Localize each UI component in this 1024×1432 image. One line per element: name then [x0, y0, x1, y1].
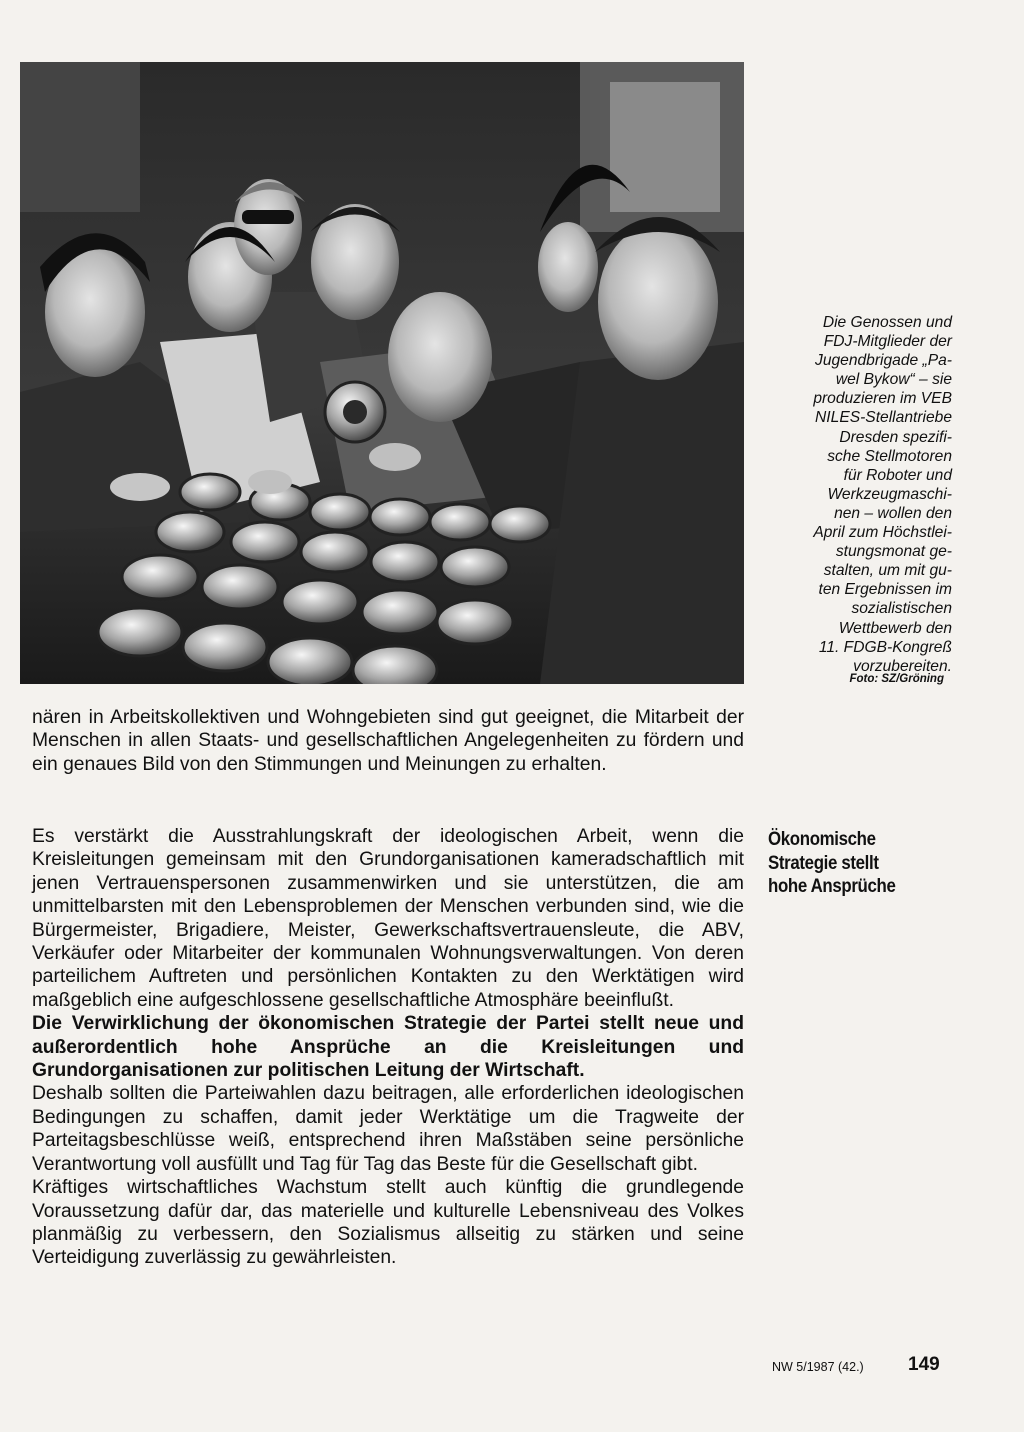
paragraph-text: nären in Arbeitskollektiven und Wohngebieten sind gut geeignet, die Mitarbeit der Menschen in allen Staats- und gesellschaftlichen Angelegenheiten zu fördern und ein genaues Bild von den Stimmungen und Meinungen zu erhalten. — [32, 707, 744, 775]
side-heading — [768, 828, 940, 899]
article-paragraph-1 — [32, 706, 744, 776]
brigade-photo — [20, 62, 744, 684]
paragraph-4: Deshalb sollten die Parteiwahlen dazu beitragen, alle erforderlichen ideologischen Bedingungen zu schaffen, damit jeder Werktätige um die Tragweite der Parteitagsbeschlüsse weiß, entsprechend ihren Maßstäben seine persönliche Verantwortung voll ausfüllt und Tag für Tag das Beste für die Gesellschaft gibt. — [32, 1083, 744, 1175]
photo-credit: Foto: SZ/Gröning — [849, 673, 944, 685]
page-number: 149 — [908, 1354, 940, 1375]
photo-icon — [20, 62, 744, 684]
paragraph-2: Es verstärkt die Ausstrahlungskraft der ideologischen Arbeit, wenn die Kreisleitungen gemeinsam mit den Grundorganisationen kameradschaftlich mit jenen Vertrauenspersonen zusammenwirken und sie unterstützen, die am unmittelbarsten mit den Lebensproblemen der Menschen verbunden sind, wie die Bürgermeister, Brigadiere, Meister, Gewerkschaftsvertrauensleute, die ABV, Verkäufer oder Mitarbeiter der kommunalen Wohnungsverwaltungen. Von deren parteilichem Auftreten und persönlichen Kontakten zu den Werktätigen wird maßgeblich eine aufgeschlossene gesellschaftliche Atmosphäre beeinflußt. — [32, 826, 744, 1011]
issue-reference: NW 5/1987 (42.) — [772, 1360, 864, 1374]
side-heading-text: Ökonomische Strategie stellt hohe Ansprüche — [768, 828, 896, 897]
paragraph-5: Kräftiges wirtschaftliches Wachstum stellt auch künftig die grundlegende Voraussetzung dafür dar, das materielle und kulturelle Lebensniveau des Volkes planmäßig zu verbessern, den Sozialismus allseitig zu stärken und seine Verteidigung zuverlässig zu gewährleisten. — [32, 1177, 744, 1269]
paragraph-3-bold: Die Verwirklichung der ökonomischen Strategie der Partei stellt neue und außerordentlich hohe Ansprüche an die Kreisleitungen und Grundorganisationen zur politischen Leitung der Wirtschaft. — [32, 1013, 744, 1082]
photo-caption: Die Genossen und FDJ-Mitglieder der Jugendbrigade „Pa- wel Bykow“ – sie produzieren im VEB NILES-Stellantriebe Dresden spezifi- sche Stellmotoren für Roboter und Werkzeugmaschi- nen – wollen den April zum Höchstlei- stungsmonat ge- stalten, um mit gu- ten Ergebnissen im sozialistischen Wettbewerb den 11. FDGB-Kongreß vorzubereiten. — [813, 314, 952, 675]
article-body — [32, 825, 744, 1270]
